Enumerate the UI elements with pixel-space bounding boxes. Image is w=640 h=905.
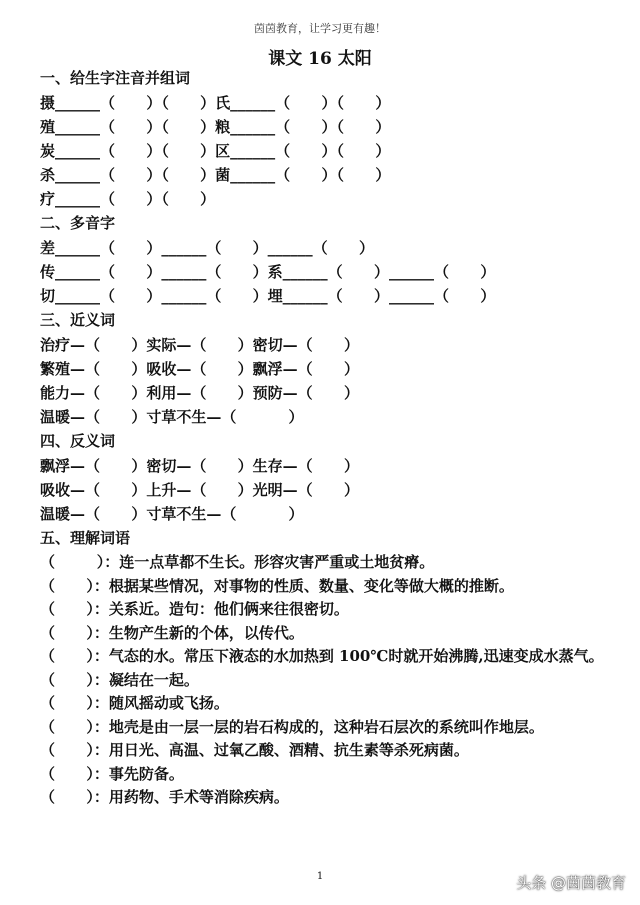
- exercise-row: 繁殖—（ ）吸收—（ ）飘浮—（ ）: [40, 360, 360, 378]
- definition-item: （ ）：凝结在一起。: [40, 670, 199, 689]
- exercise-row: 能力—（ ）利用—（ ）预防—（ ）: [40, 384, 360, 402]
- exercise-row: 差______（ ）______（ ）______（ ）: [40, 239, 374, 257]
- section-heading: 三、近义词: [40, 311, 116, 329]
- definition-item: （ ）：随风摇动或飞扬。: [40, 694, 229, 712]
- definition-item: （ ）：气态的水。常压下液态的水加热到 100℃时就开始沸腾,迅速变成水蒸气。: [40, 647, 604, 665]
- worksheet-body: [40, 66, 610, 810]
- exercise-row: 吸收—（ ）上升—（ ）光明—（ ）: [40, 481, 360, 499]
- watermark: 头条 @茵茵教育: [516, 874, 626, 892]
- definition-item: （ ）：连一点草都不生长。形容灾害严重或土地贫瘠。: [40, 553, 435, 571]
- page-title: 课文 16 太阳: [268, 49, 372, 69]
- definition-item: （ ）：关系近。造句：他们俩来往很密切。: [40, 600, 349, 618]
- section-heading: 一、给生字注音并组词: [40, 69, 191, 87]
- exercise-row: 摄______（ ）（ ）氏______（ ）（ ）: [40, 94, 391, 112]
- definition-item: （ ）：根据某些情况，对事物的性质、数量、变化等做大概的推断。: [40, 576, 514, 595]
- exercise-row: 殖______（ ）（ ）粮______（ ）（ ）: [40, 118, 391, 136]
- exercise-row: 疗______（ ）（ ）: [40, 190, 216, 208]
- section-heading: 二、多音字: [40, 214, 116, 232]
- exercise-row: 治疗—（ ）实际—（ ）密切—（ ）: [40, 336, 360, 354]
- exercise-row: 飘浮—（ ）密切—（ ）生存—（ ）: [40, 457, 360, 475]
- exercise-row: 炭______（ ）（ ）区______（ ）（ ）: [40, 142, 391, 160]
- exercise-row: 温暖—（ ）寸草不生—（ ）: [40, 505, 304, 523]
- definition-item: （ ）：地壳是由一层一层的岩石构成的，这种岩石层次的系统叫作地层。: [40, 717, 544, 736]
- exercise-row: 杀______（ ）（ ）菌______（ ）（ ）: [40, 166, 391, 184]
- page-number: 1: [316, 871, 324, 882]
- exercise-row: 温暖—（ ）寸草不生—（ ）: [40, 408, 304, 426]
- section-heading: 四、反义词: [40, 432, 116, 450]
- exercise-row: 传______（ ）______（ ）系______（ ）______（ ）: [40, 263, 496, 281]
- exercise-row: 切______（ ）______（ ）埋______（ ）______（ ）: [40, 287, 496, 305]
- definition-item: （ ）：用日光、高温、过氧乙酸、酒精、抗生素等杀死病菌。: [40, 741, 469, 759]
- definition-item: （ ）：生物产生新的个体，以传代。: [40, 623, 304, 642]
- header-slogan: 茵茵教育，让学习更有趣！: [254, 22, 386, 35]
- section-heading: 五、理解词语: [40, 529, 131, 547]
- definition-item: （ ）：事先防备。: [40, 764, 184, 783]
- definition-item: （ ）：用药物、手术等消除疾病。: [40, 788, 289, 806]
